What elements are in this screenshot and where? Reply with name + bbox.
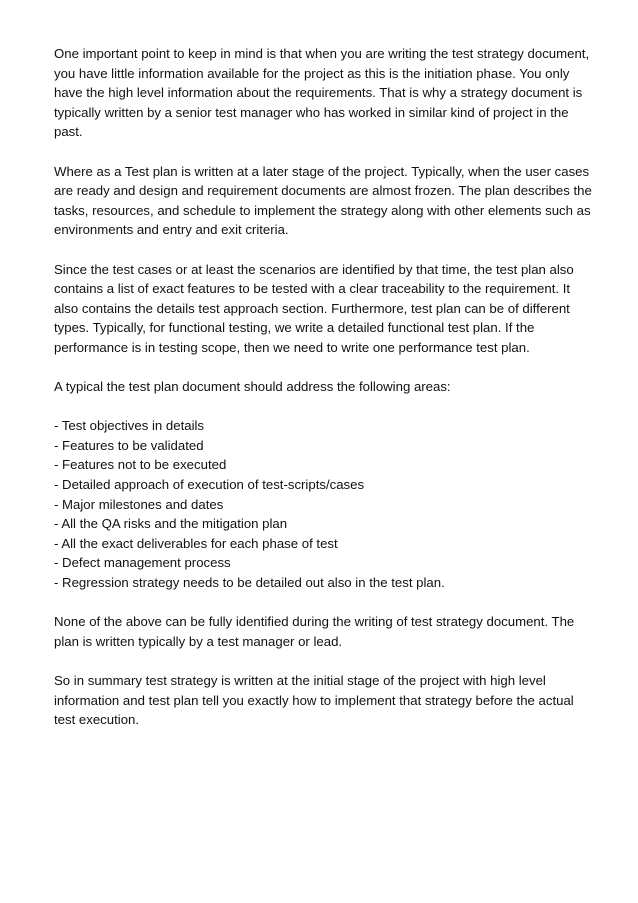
paragraph-identification-note: None of the above can be fully identified during the writing of test strategy document. The plan is written typically by a test manager or lead. xyxy=(54,614,575,649)
list-item: - Features not to be executed xyxy=(54,457,227,473)
list-item: - Major milestones and dates xyxy=(54,496,224,512)
list-item: - Test objectives in details xyxy=(54,418,205,434)
list-item: - Features to be validated xyxy=(54,437,204,453)
list-item: - Regression strategy needs to be detailed out also in the test plan. xyxy=(54,575,445,591)
paragraph-test-plan-contents: Since the test cases or at least the scenarios are identified by that time, the test plan also contains a list of exact features to be tested with a clear traceability to the requirement. It also contains the details test approach section. Furthermore, test plan can be of different types. Typically, for functional testing, we write a detailed functional test plan. If the performance is in testing scope, then we need to write one performance test plan. xyxy=(54,261,574,355)
paragraph-summary: So in summary test strategy is written at the initial stage of the project with high level information and test plan tell you exactly how to implement that strategy before the actual test execution. xyxy=(54,673,574,728)
list-item: - Defect management process xyxy=(54,555,231,571)
list-item: - All the exact deliverables for each phase of test xyxy=(54,535,338,551)
list-item: - Detailed approach of execution of test-scripts/cases xyxy=(54,477,365,493)
paragraph-strategy-timing: One important point to keep in mind is that when you are writing the test strategy document, you have little information available for the project as this is the initiation phase. You only have the high level information about the requirements. That is why a strategy document is typically written by a senior test manager who has worked in similar kind of project in the past. xyxy=(54,46,590,140)
document-body xyxy=(54,44,594,749)
paragraph-test-plan-stage: Where as a Test plan is written at a later stage of the project. Typically, when the user cases are ready and design and requirement documents are almost frozen. The plan describes the tasks, resources, and schedule to implement the strategy along with other elements such as environments and entry and exit criteria. xyxy=(54,163,592,238)
test-plan-areas-list xyxy=(54,416,594,592)
paragraph-list-intro: A typical the test plan document should address the following areas: xyxy=(54,379,451,395)
list-item: - All the QA risks and the mitigation plan xyxy=(54,516,288,532)
